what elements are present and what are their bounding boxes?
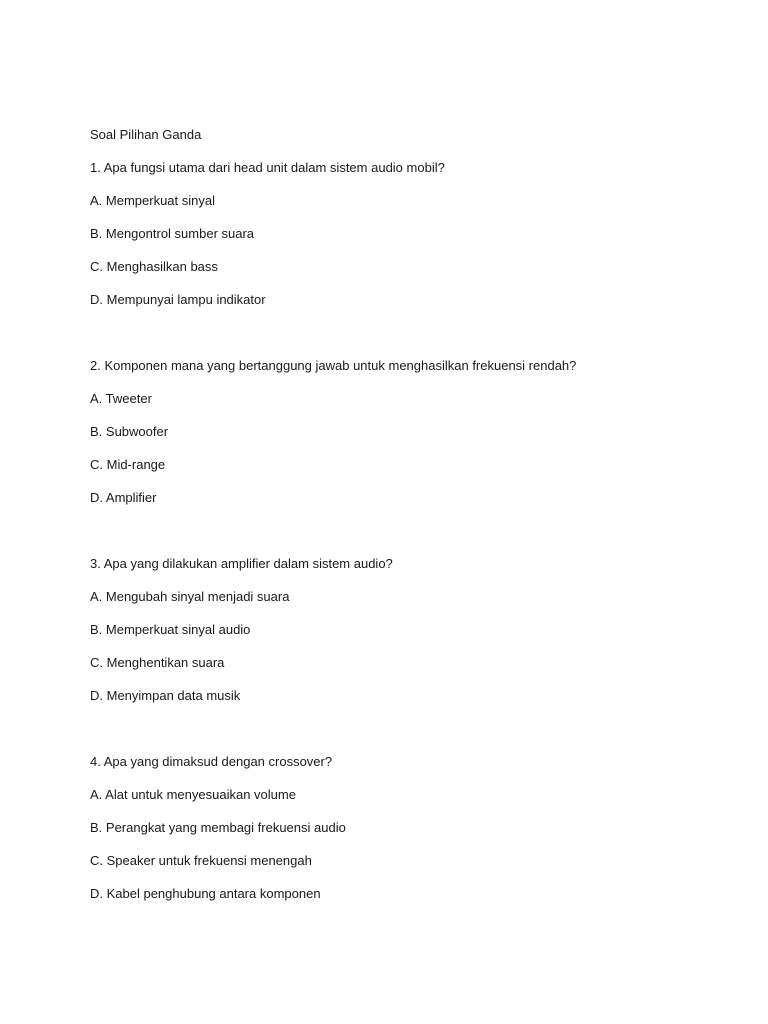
- answer-option: A. Alat untuk menyesuaikan volume: [90, 787, 296, 802]
- question-block-1: [90, 159, 710, 309]
- document-content: [90, 126, 710, 903]
- answer-option: C. Menghasilkan bass: [90, 259, 218, 274]
- answer-option: B. Mengontrol sumber suara: [90, 226, 255, 241]
- answer-option: D. Amplifier: [90, 490, 157, 505]
- answer-option: A. Mengubah sinyal menjadi suara: [90, 589, 290, 604]
- answer-option: B. Perangkat yang membagi frekuensi audio: [90, 820, 346, 835]
- question-text: 3. Apa yang dilakukan amplifier dalam sistem audio?: [90, 556, 393, 571]
- document-title: Soal Pilihan Ganda: [90, 127, 202, 142]
- answer-option: B. Subwoofer: [90, 424, 169, 439]
- answer-option: D. Menyimpan data musik: [90, 688, 241, 703]
- answer-option: C. Speaker untuk frekuensi menengah: [90, 853, 312, 868]
- answer-option: C. Menghentikan suara: [90, 655, 225, 670]
- answer-option: C. Mid-range: [90, 457, 166, 472]
- answer-option: A. Memperkuat sinyal: [90, 193, 215, 208]
- question-text: 2. Komponen mana yang bertanggung jawab untuk menghasilkan frekuensi rendah?: [90, 358, 577, 373]
- question-block-3: [90, 555, 710, 705]
- question-block-4: [90, 753, 710, 903]
- question-block-2: [90, 357, 710, 507]
- answer-option: D. Kabel penghubung antara komponen: [90, 886, 321, 901]
- answer-option: A. Tweeter: [90, 391, 152, 406]
- question-text: 4. Apa yang dimaksud dengan crossover?: [90, 754, 333, 769]
- question-text: 1. Apa fungsi utama dari head unit dalam sistem audio mobil?: [90, 160, 445, 175]
- answer-option: D. Mempunyai lampu indikator: [90, 292, 266, 307]
- answer-option: B. Memperkuat sinyal audio: [90, 622, 251, 637]
